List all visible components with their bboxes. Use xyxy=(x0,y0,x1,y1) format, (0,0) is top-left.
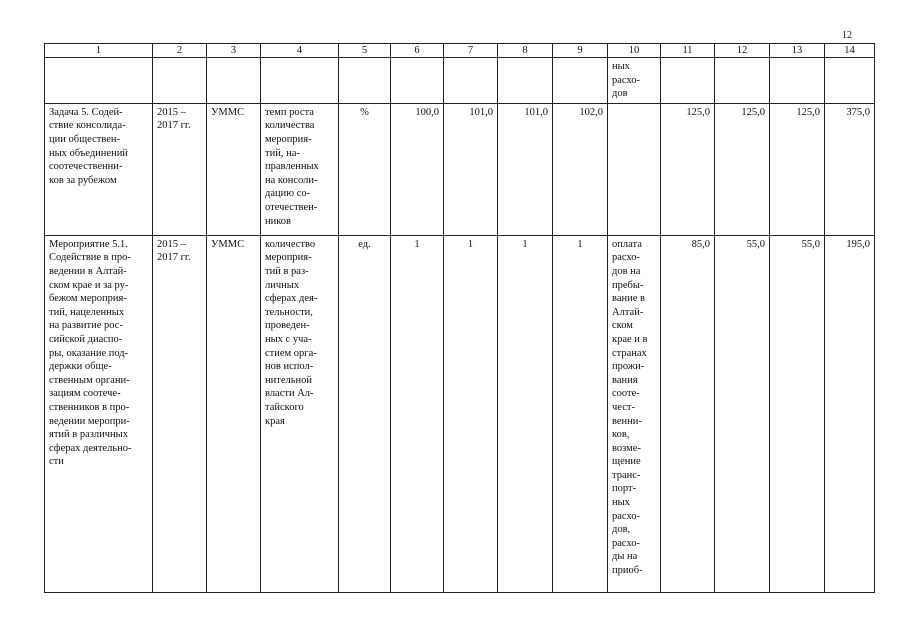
header-cell-8: 8 xyxy=(498,44,553,58)
header-cell-6: 6 xyxy=(391,44,444,58)
value-cell: 100,0 xyxy=(391,103,444,235)
value-cell: 1 xyxy=(498,235,553,592)
measure-name-cell: Мероприятие 5.1. Содействие в про- ведении в Алтай- ском крае и за ру- бежом мероприя- тий, нацеленных на развитие рос- сийской диаспо- ры, оказание под- держки обще- ственным органи- зациям соотече- ственников в про- ведении меропри- ятий в различных сферах деятельно- сти xyxy=(45,235,153,592)
table-cell xyxy=(391,58,444,104)
amount-cell: 55,0 xyxy=(715,235,770,592)
table-cell xyxy=(661,58,715,104)
unit-cell: % xyxy=(339,103,391,235)
table-cell xyxy=(261,58,339,104)
value-cell: 102,0 xyxy=(553,103,608,235)
header-cell-5: 5 xyxy=(339,44,391,58)
header-cell-9: 9 xyxy=(553,44,608,58)
period-cell: 2015 – 2017 гг. xyxy=(153,103,207,235)
table-cell xyxy=(770,58,825,104)
amount-cell: 125,0 xyxy=(715,103,770,235)
table-cell xyxy=(444,58,498,104)
indicator-cell: темп роста количества мероприя- тий, на- правленных на консоли- дацию со- отечествен- ников xyxy=(261,103,339,235)
total-cell: 375,0 xyxy=(825,103,875,235)
expense-description-cell: ных расхо- дов xyxy=(608,58,661,104)
value-cell: 1 xyxy=(444,235,498,592)
header-row xyxy=(45,44,875,58)
header-cell-1: 1 xyxy=(45,44,153,58)
table-cell xyxy=(339,58,391,104)
value-cell: 1 xyxy=(553,235,608,592)
amount-cell: 85,0 xyxy=(661,235,715,592)
table-cell xyxy=(553,58,608,104)
expense-description-cell: оплата расхо- дов на пребы- вание в Алтай- ском крае и в странах прожи- вания сооте- чест- венни- ков, возме- щение транс- порт- ных расхо- дов, расхо- ды на приоб- xyxy=(608,235,661,592)
period-cell: 2015 – 2017 гг. xyxy=(153,235,207,592)
table-cell xyxy=(825,58,875,104)
header-cell-11: 11 xyxy=(661,44,715,58)
header-cell-2: 2 xyxy=(153,44,207,58)
header-cell-13: 13 xyxy=(770,44,825,58)
total-cell: 195,0 xyxy=(825,235,875,592)
task-name-cell: Задача 5. Содей- ствие консолида- ции обществен- ных объединений соотечественни- ков за рубежом xyxy=(45,103,153,235)
value-cell: 1 xyxy=(391,235,444,592)
value-cell: 101,0 xyxy=(444,103,498,235)
header-cell-12: 12 xyxy=(715,44,770,58)
expense-description-cell xyxy=(608,103,661,235)
table-cell xyxy=(715,58,770,104)
amount-cell: 125,0 xyxy=(770,103,825,235)
measure-row xyxy=(45,235,875,592)
table-cell xyxy=(207,58,261,104)
table-cell xyxy=(498,58,553,104)
table-cell xyxy=(153,58,207,104)
continuation-row xyxy=(45,58,875,104)
executor-cell: УММС xyxy=(207,103,261,235)
unit-cell: ед. xyxy=(339,235,391,592)
table-cell xyxy=(45,58,153,104)
amount-cell: 55,0 xyxy=(770,235,825,592)
program-table xyxy=(44,43,875,593)
header-cell-3: 3 xyxy=(207,44,261,58)
amount-cell: 125,0 xyxy=(661,103,715,235)
header-cell-14: 14 xyxy=(825,44,875,58)
header-cell-4: 4 xyxy=(261,44,339,58)
executor-cell: УММС xyxy=(207,235,261,592)
indicator-cell: количество мероприя- тий в раз- личных сферах дея- тельности, проведен- ных с уча- стием орга- нов испол- нительной власти Ал- тайского края xyxy=(261,235,339,592)
task-row xyxy=(45,103,875,235)
value-cell: 101,0 xyxy=(498,103,553,235)
header-cell-10: 10 xyxy=(608,44,661,58)
header-cell-7: 7 xyxy=(444,44,498,58)
page-number: 12 xyxy=(842,30,852,41)
